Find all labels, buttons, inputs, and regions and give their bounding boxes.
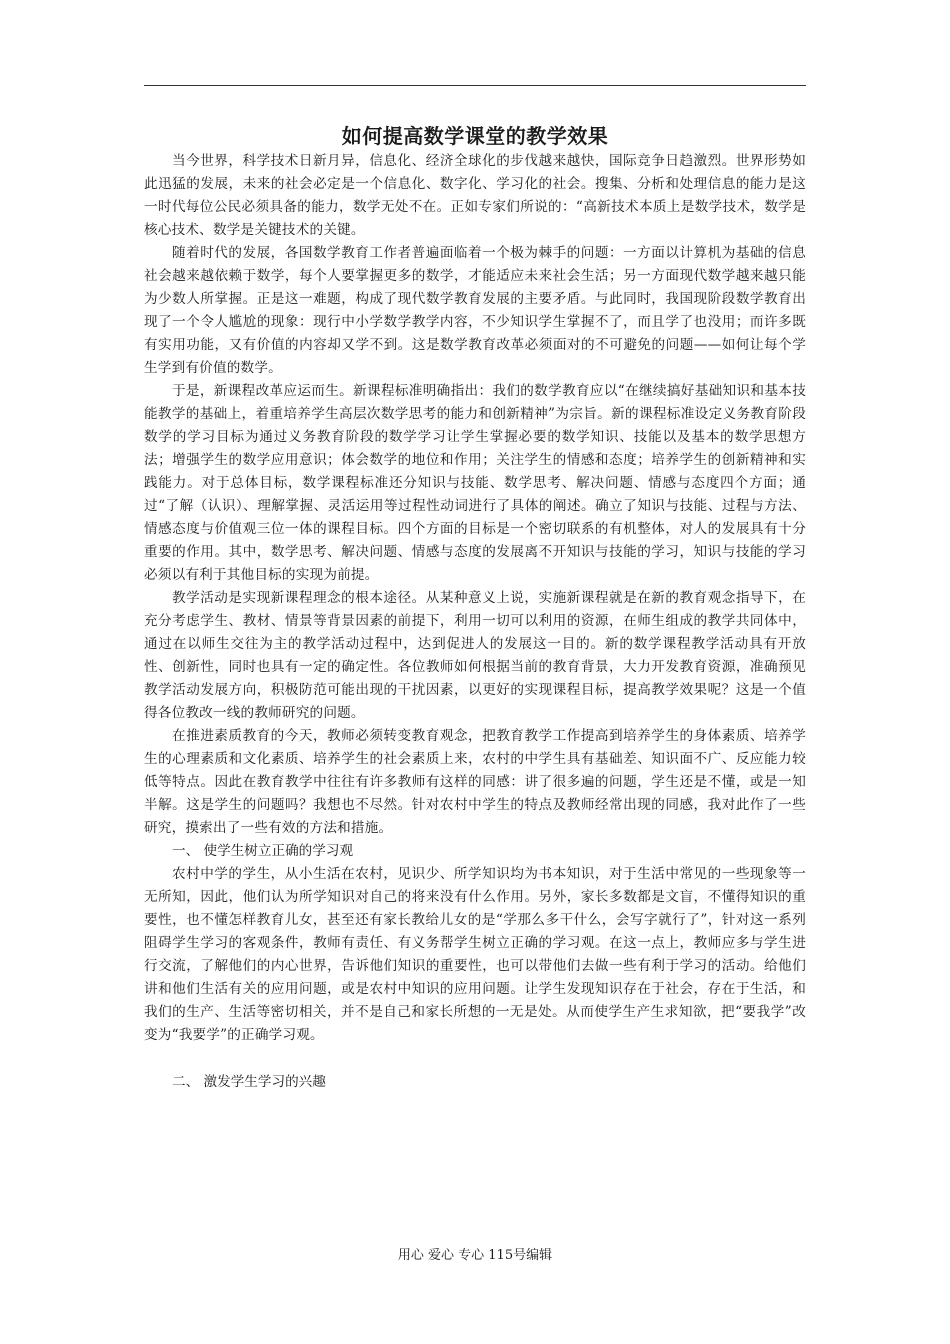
paragraph-4: 教学活动是实现新课程理念的根本途径。从某种意义上说，实施新课程就是在新的教育观念指导下，在充分考虑学生、教材、情景等背景因素的前提下，利用一切可以利用的资源，在师生组成的教学共同体中，通过在以师生交往为主的教学活动过程中，达到促进人的发展这一目的。新的数学课程教学活动具有开放性、创新性，同时也具有一定的确定性。各位教师如何根据当前的教育背景，大力开发教育资源，准确预见教学活动发展方向，积极防范可能出现的干扰因素，以更好的实现课程目标，提高教学效果呢？这是一个值得各位教改一线的教师研究的问题。 xyxy=(144,590,806,721)
section-1-paragraph: 农村中学的学生，从小生活在农村，见识少、所学知识均为书本知识，对于生活中常见的一些现象等一无所知，因此，他们认为所学知识对自己的将来没有什么作用。另外，家长多数都是文盲，不懂得知识的重要性，也不懂怎样教育儿女，甚至还有家长教给儿女的是“学那么多干什么，会写字就行了”，针对这一系列阻碍学生学习的客观条件，教师有责任、有义务帮学生树立正确的学习观。在这一点上，教师应多与学生进行交流，了解他们的内心世界，告诉他们知识的重要性，也可以带他们去做一些有利于学习的活动。给他们讲和他们生活有关的应用问题，或是农村中知识的应用问题。让学生发现知识存在于社会，存在于生活，和我们的生产、生活等密切相关，并不是自己和家长所想的一无是处。从而使学生产生求知欲，把“要我学”改变为“我要学”的正确学习观。 xyxy=(144,866,806,1043)
document-body xyxy=(144,150,806,1094)
paragraph-3: 于是，新课程改革应运而生。新课程标准明确指出：我们的数学教育应以“在继续搞好基础知识和基本技能教学的基础上，着重培养学生高层次数学思考的能力和创新精神”为宗旨。新的课程标准设定义务教育阶段数学的学习目标为通过义务教育阶段的数学学习让学生掌握必要的数学知识、技能以及基本的数学思想方法；增强学生的数学应用意识；体会数学的地位和作用；关注学生的情感和态度；培养学生的创新精神和实践能力。对于总体目标，数学课程标准还分知识与技能、数学思考、解决问题、情感与态度四个方面；通过“了解（认识）、理解掌握、灵活运用等过程性动词进行了具体的阐述。确立了知识与技能、过程与方法、情感态度与价值观三位一体的课程目标。四个方面的目标是一个密切联系的有机整体，对人的发展具有十分重要的作用。其中，数学思考、解决问题、情感与态度的发展离不开知识与技能的学习，知识与技能的学习必须以有利于其他目标的实现为前提。 xyxy=(144,383,806,583)
document-title: 如何提高数学课堂的教学效果 xyxy=(341,124,609,148)
page-footer: 用心 爱心 专心 115号编辑 xyxy=(397,1248,553,1263)
paragraph-2: 随着时代的发展，各国数学教育工作者普遍面临着一个极为棘手的问题：一方面以计算机为基础的信息社会越来越依赖于数学，每个人要掌握更多的数学，才能适应未来社会生活；另一方面现代数学越来越只能为少数人所掌握。正是这一难题，构成了现代数学教育发展的主要矛盾。与此同时，我国现阶段数学教育出现了一个令人尴尬的现象：现行中小学数学教学内容，不少知识学生掌握不了，而且学了也没用；而许多既有实用功能，又有价值的内容却又学不到。这是数学教育改革必须面对的不可避免的问题——如何让每个学生学到有价值的数学。 xyxy=(144,245,806,376)
section-gap xyxy=(144,1047,806,1071)
section-heading-2: 二、 激发学生学习的兴趣 xyxy=(172,1074,326,1090)
paragraph-1: 当今世界，科学技术日新月异，信息化、经济全球化的步伐越来越快，国际竞争日趋激烈。世界形势如此迅猛的发展，未来的社会必定是一个信息化、数字化、学习化的社会。搜集、分析和处理信息的能力是这一时代每位公民必须具备的能力，数学无处不在。正如专家们所说的：“高新技术本质上是数学技术，数学是核心技术、数学是关键技术的关键。 xyxy=(144,153,806,238)
paragraph-5: 在推进素质教育的今天，教师必须转变教育观念，把教育教学工作提高到培养学生的身体素质、培养学生的心理素质和文化素质、培养学生的社会素质上来，农村的中学生具有基础差、知识面不广、反应能力较低等特点。因此在教育教学中往往有许多教师有这样的同感：讲了很多遍的问题，学生还是不懂，或是一知半解。这是学生的问题吗？我想也不尽然。针对农村中学生的特点及教师经常出现的同感，我对此作了一些研究，摸索出了一些有效的方法和措施。 xyxy=(144,728,806,836)
section-heading-1: 一、 使学生树立正确的学习观 xyxy=(172,843,354,859)
header-rule xyxy=(144,85,806,86)
